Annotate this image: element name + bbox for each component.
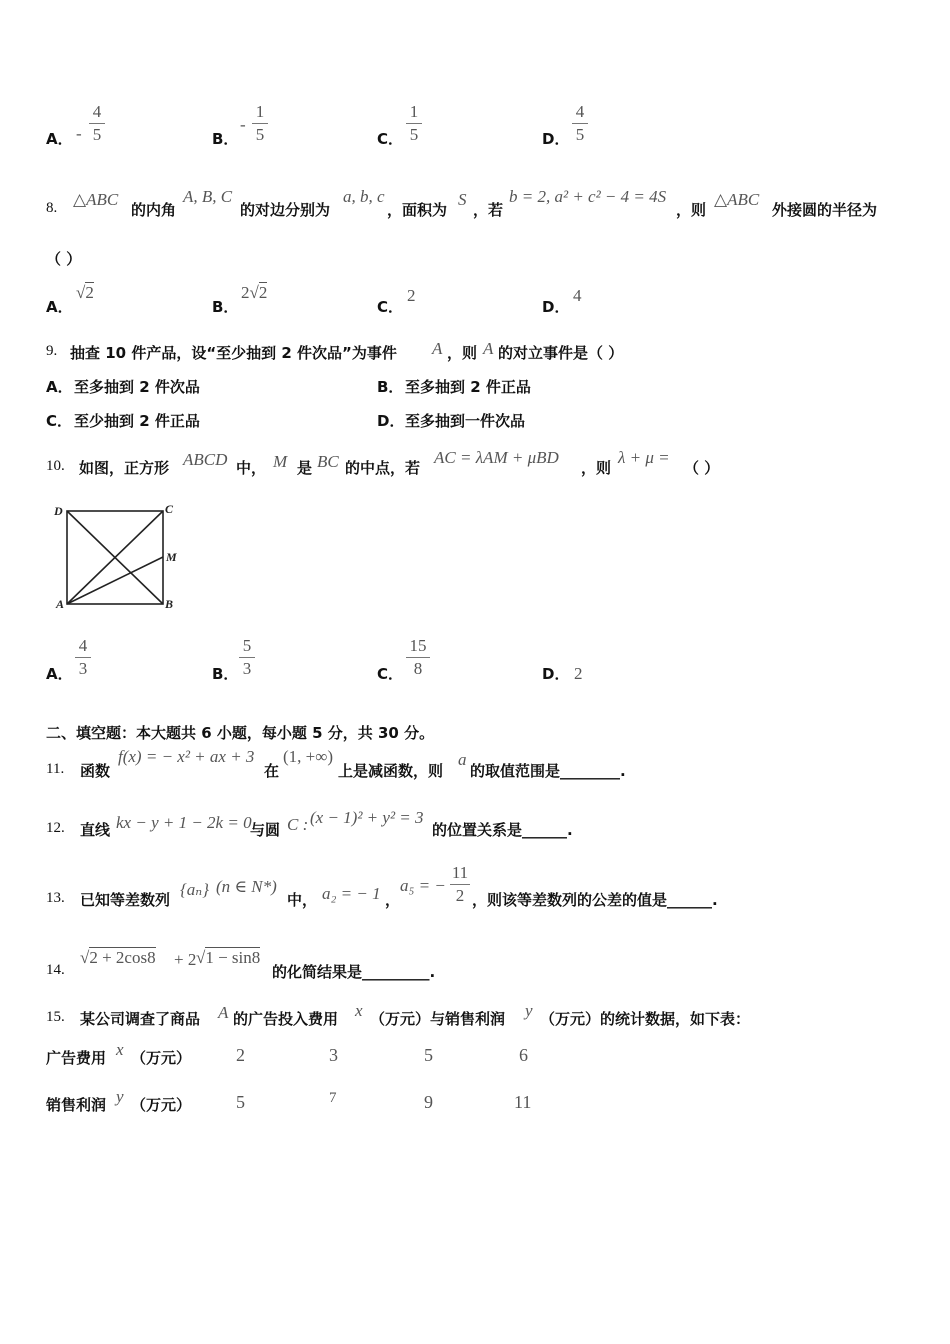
q14-radicand-2: 1 − sin8 (205, 948, 261, 967)
table-cell: 11 (514, 1092, 532, 1112)
q9-text-2: ，则 (447, 344, 478, 362)
q7-option-d-num: 4 (575, 102, 585, 121)
q9-option-b-label: B． (377, 378, 404, 396)
q9-option-b-text: 至多抽到 2 件正品 (405, 378, 531, 396)
q10-point: M (273, 452, 288, 471)
q8-text-4: ，若 (473, 201, 504, 219)
q10-square-figure (52, 500, 187, 615)
q8-option-b-value: 2√2 (241, 283, 268, 302)
q14-number: 14. (46, 962, 65, 978)
q15-x: x (355, 1001, 363, 1020)
q15-text-4: （万元）的统计数据，如下表： (540, 1010, 751, 1028)
q7-option-d-den: 5 (575, 125, 585, 144)
q9-option-d-text: 至多抽到一件次品 (405, 412, 526, 430)
q15-text-2: 的广告投入费用 (233, 1010, 339, 1028)
q7-option-a-label: A． (46, 130, 73, 148)
q9-option-c-text: 至少抽到 2 件正品 (74, 412, 200, 430)
q10-sum: λ + μ = (618, 448, 670, 467)
q7-option-b-label: B． (212, 130, 239, 148)
q11-text-3: 上是减函数，则 (338, 762, 444, 780)
q10-option-b-label: B． (212, 665, 239, 683)
q9-option-a-label: A． (46, 378, 73, 396)
q10-text-5: ，则 (581, 459, 612, 477)
q10-number: 10. (46, 458, 65, 474)
q10-answer-paren: （ ） (684, 459, 720, 477)
table-cell: 3 (329, 1045, 338, 1065)
q8-option-d-label: D． (542, 298, 570, 316)
q8-triangle: △ABC (73, 190, 119, 209)
q11-text-2: 在 (264, 762, 280, 780)
q7-option-b-den: 5 (255, 125, 265, 144)
q9-text-3: 的对立事件是（ ） (498, 344, 624, 362)
q15-text-1: 某公司调查了商品 (80, 1010, 201, 1028)
q9-number: 9. (46, 343, 58, 359)
q10-text-2: 中， (236, 459, 267, 477)
q7-option-c-num: 1 (409, 102, 419, 121)
q7-option-d-fraction (570, 102, 590, 145)
vertex-d-label: D (54, 504, 63, 518)
table-cell: 6 (519, 1045, 528, 1065)
q15-y: y (525, 1001, 533, 1020)
table-row2-var: y (116, 1087, 124, 1106)
q7-option-a-fraction (87, 102, 107, 145)
table-cell: 9 (424, 1092, 433, 1112)
q7-option-a-den: 5 (92, 125, 102, 144)
q13-text-3: ，则该等差数列的公差的值是______. (472, 891, 718, 909)
q8-area: S (458, 190, 467, 209)
q13-a2: a₂ = − 1 (322, 884, 381, 903)
q10-text-4: 的中点，若 (345, 459, 421, 477)
q10-segment: BC (317, 452, 339, 471)
q12-text-3: 的位置关系是______. (432, 821, 573, 839)
q10-option-c-num: 15 (409, 636, 427, 655)
q14-plus: + 2 (174, 950, 197, 969)
q9-option-c-label: C． (46, 412, 73, 430)
table-row2-label: 销售利润 (46, 1096, 107, 1114)
q8-text-1: 的内角 (131, 201, 177, 219)
q11-function: f(x) = − x² + ax + 3 (118, 747, 255, 766)
q13-a5-lhs: a₅ = − (400, 876, 446, 895)
table-row1-unit: （万元） (131, 1049, 192, 1067)
table-cell: 7 (329, 1090, 337, 1106)
table-cell: 5 (424, 1045, 433, 1065)
q13-condition: (n ∈ N*) (216, 877, 277, 896)
section-2-heading: 二、填空题：本大题共 6 小题，每小题 5 分，共 30 分。 (46, 724, 435, 742)
q10-equation: AC = λAM + μBD (434, 448, 559, 467)
table-cell: 5 (236, 1092, 245, 1112)
q14-radicand-1: 2 + 2cos8 (89, 948, 156, 967)
vertex-a-label: A (56, 597, 65, 611)
q10-option-d-value: 2 (574, 664, 583, 683)
q13-sequence: {aₙ} (180, 880, 209, 899)
q10-option-b-den: 3 (242, 659, 252, 678)
q10-option-a-den: 3 (78, 659, 88, 678)
q12-line-equation: kx − y + 1 − 2k = 0 (116, 813, 252, 832)
q13-a5-num: 11 (451, 863, 469, 882)
q7-option-b-num: 1 (255, 102, 265, 121)
table-row1-var: x (116, 1040, 124, 1059)
q7-option-a-sign: - (76, 124, 82, 143)
q7-option-c-fraction (404, 102, 424, 145)
q8-sides: a, b, c (343, 187, 385, 206)
q7-option-b-sign: - (240, 115, 246, 134)
q11-text-1: 函数 (80, 762, 111, 780)
q10-option-a-label: A． (46, 665, 73, 683)
q8-text-6: 外接圆的半径为 (772, 201, 878, 219)
q8-text-5: ，则 (676, 201, 707, 219)
q13-comma: ， (385, 891, 401, 909)
q10-option-c-fraction (404, 636, 432, 679)
q10-option-b-fraction (237, 636, 257, 679)
q8-option-a-value: √2 (76, 283, 94, 302)
q10-option-b-num: 5 (242, 636, 252, 655)
q12-circle-name: C : (287, 815, 309, 834)
q8-condition: b = 2, a² + c² − 4 = 4S (509, 187, 667, 206)
q10-option-c-label: C． (377, 665, 404, 683)
q7-option-d-label: D． (542, 130, 570, 148)
q9-option-a-text: 至多抽到 2 件次品 (74, 378, 200, 396)
q12-text-1: 直线 (80, 821, 111, 839)
vertex-c-label: C (165, 502, 174, 516)
table-row1-label: 广告费用 (46, 1049, 107, 1067)
q9-event: A (432, 339, 443, 358)
q9-text-1: 抽查 10 件产品，设“至少抽到 2 件次品”为事件 (70, 344, 397, 362)
q13-text-2: 中， (287, 891, 318, 909)
q8-option-b-label: B． (212, 298, 239, 316)
q8-option-d-value: 4 (573, 286, 582, 305)
q15-text-3: （万元）与销售利润 (370, 1010, 506, 1028)
q10-option-a-fraction (73, 636, 93, 679)
q13-a5-fraction (448, 863, 472, 906)
q8-text-2: 的对边分别为 (240, 201, 331, 219)
q14-sqrt-1: √2 + 2cos8 (80, 948, 156, 967)
q12-circle-equation: (x − 1)² + y² = 3 (310, 808, 424, 827)
q8-triangle-2: △ABC (714, 190, 760, 209)
table-cell: 2 (236, 1045, 245, 1065)
vertex-b-label: B (165, 597, 174, 611)
q10-text-3: 是 (297, 459, 313, 477)
segment-am (67, 557, 163, 604)
q9-event-2: A (483, 339, 494, 358)
q10-option-c-den: 8 (413, 659, 423, 678)
q13-a5-den: 2 (455, 886, 465, 905)
q13-number: 13. (46, 890, 65, 906)
q11-text-4: 的取值范围是________. (470, 762, 626, 780)
q7-option-a-num: 4 (92, 102, 102, 121)
q8-number: 8. (46, 200, 58, 216)
q8-option-a-label: A． (46, 298, 73, 316)
q12-number: 12. (46, 820, 65, 836)
q8-option-c-value: 2 (407, 286, 416, 305)
q10-option-d-label: D． (542, 665, 570, 683)
q11-variable: a (458, 750, 467, 769)
q7-option-b-fraction (250, 102, 270, 145)
point-m-label: M (166, 550, 177, 564)
q11-interval: (1, +∞) (283, 747, 334, 766)
q8-option-c-label: C． (377, 298, 404, 316)
q14-text-1: 的化简结果是_________. (272, 963, 436, 981)
table-row2-unit: （万元） (131, 1096, 192, 1114)
q9-option-d-label: D． (377, 412, 405, 430)
q7-option-c-label: C． (377, 130, 404, 148)
q8-text-3: ，面积为 (387, 201, 448, 219)
q8-answer-paren: （ ） (46, 250, 82, 268)
q10-text-1: 如图，正方形 (79, 459, 170, 477)
q15-product: A (218, 1003, 229, 1022)
q14-sqrt-2: √1 − sin8 (196, 948, 261, 967)
q11-number: 11. (46, 761, 65, 777)
q13-text-1: 已知等差数列 (80, 891, 171, 909)
q10-option-a-num: 4 (78, 636, 88, 655)
q8-vertices: A, B, C (183, 187, 233, 206)
q7-option-c-den: 5 (409, 125, 419, 144)
q15-number: 15. (46, 1009, 65, 1025)
q12-text-2: 与圆 (250, 821, 281, 839)
q10-square: ABCD (183, 450, 228, 469)
